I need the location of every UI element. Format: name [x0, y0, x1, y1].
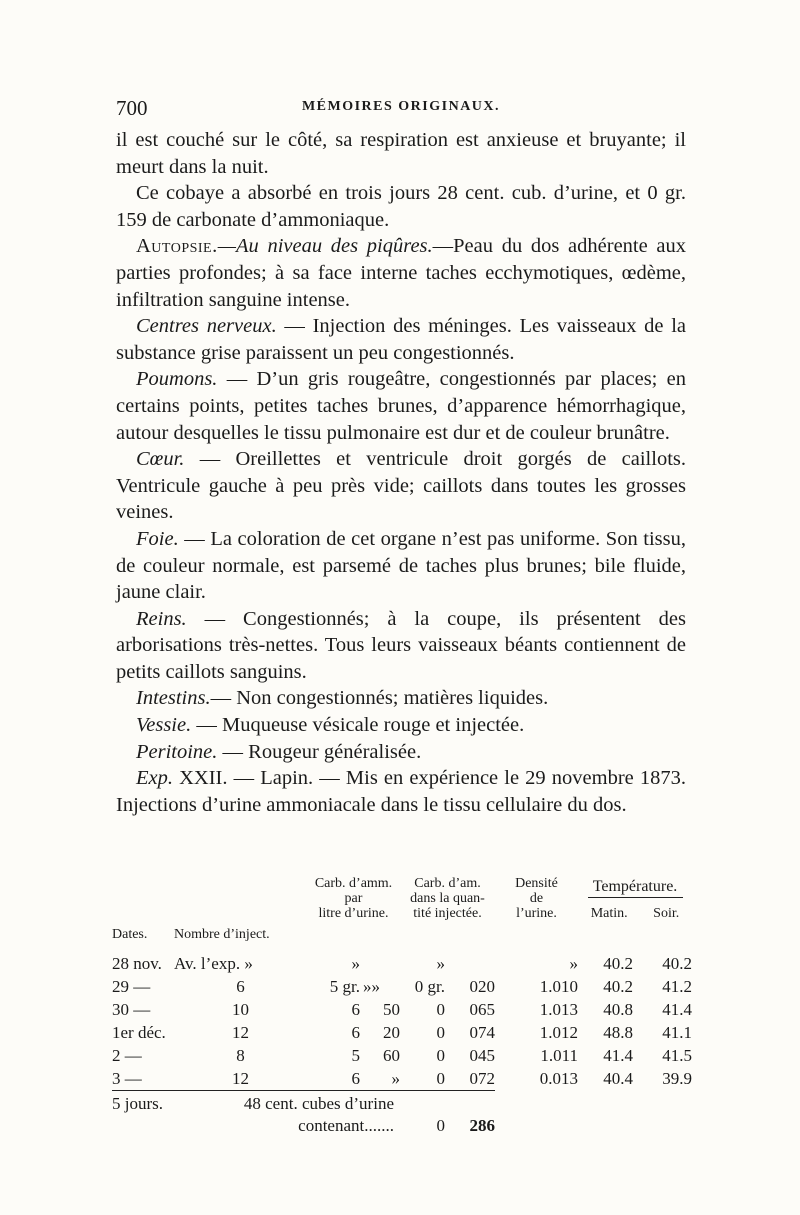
- autopsie-text: —Peau du dos adhérente aux parties profondes; à sa face interne taches ecchymotiques, œdème, infiltration sanguine intense.: [116, 235, 686, 311]
- cell-injections: 12: [232, 1068, 249, 1088]
- intestins-label: Intestins.: [136, 687, 211, 710]
- cell-carb-qty-frac: 020: [469, 976, 495, 996]
- cell-temp-soir: 41.1: [662, 1022, 692, 1042]
- cell-density: 1.011: [540, 1045, 578, 1065]
- cell-carb-litre: 6: [351, 999, 360, 1019]
- table-row: [112, 998, 692, 1021]
- cell-date: 3 —: [112, 1068, 142, 1088]
- cell-temp-matin: 40.2: [603, 976, 633, 996]
- coeur-text: — Oreillettes et ventricule droit gorgés de caillots. Ventricule gauche à peu près vide; caillots dans toutes les grosses veines.: [116, 448, 686, 524]
- cell-date: 29 —: [112, 976, 151, 996]
- cell-carb-qty: »: [436, 953, 445, 973]
- poumons-text: — D’un gris rougeâtre, congestionnés par places; en certains points, petites taches brunes, d’apparence hémorrhagique, autour desquelles le tissu pulmonaire est dur et de couleur brunâtre.: [116, 368, 686, 444]
- cell-carb-qty-frac: 074: [469, 1022, 495, 1042]
- cell-temp-soir: 41.4: [662, 999, 692, 1019]
- cell-injections: 12: [232, 1022, 249, 1042]
- experience-label: Exp.: [136, 767, 173, 790]
- table-row: [112, 975, 692, 998]
- header-density-line-3: l’urine.: [516, 906, 557, 921]
- header-carb-litre-line-1: Carb. d’amm.: [314, 876, 393, 891]
- cell-carb-qty-frac: 065: [469, 999, 495, 1019]
- paragraph-2: Ce cobaye a absorbé en trois jours 28 cent. cub. d’urine, et 0 gr. 159 de carbonate d’ammoniaque.: [116, 182, 686, 231]
- total-row: [112, 1093, 692, 1115]
- peritoine-text: — Rougeur généralisée.: [217, 740, 422, 763]
- running-head: MÉMOIRES ORIGINAUX.: [301, 99, 501, 114]
- cell-density: 1.012: [539, 1022, 578, 1042]
- cell-carb-qty: 0 gr.: [414, 976, 445, 996]
- cell-temp-matin: 48.8: [603, 1022, 633, 1042]
- header-temperature-label: Température.: [592, 878, 678, 895]
- paragraph-1: il est couché sur le côté, sa respiration est anxieuse et bruyante; il meurt dans la nuit.: [116, 129, 686, 178]
- temperature-rule: [588, 897, 683, 898]
- cell-carb-litre-frac: 60: [383, 1045, 400, 1065]
- total-qty: 0: [436, 1116, 445, 1135]
- autopsie-subheading: —Au niveau des piqûres.: [217, 235, 433, 258]
- cell-carb-litre-frac: »: [391, 1068, 400, 1088]
- cell-carb-litre-frac: 20: [383, 1022, 400, 1042]
- header-dates: Dates.: [112, 927, 148, 942]
- paragraph-vessie: [116, 712, 686, 739]
- vessie-text: — Muqueuse vésicale rouge et injectée.: [191, 714, 525, 737]
- paragraph-coeur: [116, 446, 686, 526]
- paragraph-peritoine: [116, 739, 686, 766]
- cell-carb-qty: 0: [436, 1045, 445, 1065]
- coeur-label: Cœur.: [136, 448, 185, 471]
- centres-nerveux-label: Centres nerveux.: [136, 315, 277, 338]
- header-carb-qty-line-2: dans la quan-: [410, 891, 485, 906]
- header-carb-qty: [400, 876, 495, 927]
- table-row: [112, 1044, 692, 1067]
- cell-temp-soir: 41.2: [662, 976, 692, 996]
- cell-temp-soir: 39.9: [662, 1068, 692, 1088]
- page-header: [116, 96, 686, 120]
- cell-carb-qty: 0: [436, 1068, 445, 1088]
- cell-density: 1.013: [539, 999, 578, 1019]
- header-injections: Nombre d’inject.: [174, 927, 270, 942]
- foie-label: Foie.: [136, 527, 179, 550]
- header-carb-litre: [307, 876, 400, 927]
- total-qty-frac: 286: [469, 1116, 495, 1135]
- header-row-2: [112, 927, 692, 952]
- header-matin: Matin.: [590, 906, 628, 921]
- cell-injections: 6: [236, 976, 245, 996]
- cell-date: 30 —: [112, 999, 151, 1019]
- table-row: [112, 1021, 692, 1044]
- cell-injections: 8: [236, 1045, 245, 1065]
- data-table: [112, 876, 692, 1137]
- autopsie-label: Autopsie.: [136, 235, 218, 258]
- header-carb-litre-line-2: par: [344, 891, 363, 906]
- body-text: [116, 127, 686, 818]
- header-temperature: [578, 876, 692, 927]
- paragraph-autopsie: [116, 233, 686, 313]
- paragraph-foie: [116, 526, 686, 606]
- experiment-table: [112, 876, 692, 1137]
- total-containing: contenant.......: [298, 1116, 394, 1135]
- cell-density: 0.013: [539, 1068, 578, 1088]
- cell-injections: Av. l’exp. »: [174, 953, 253, 973]
- header-density-line-2: de: [529, 891, 544, 906]
- cell-density: »: [569, 953, 578, 973]
- cell-carb-litre-frac: »»: [363, 976, 380, 996]
- cell-temp-matin: 40.8: [603, 999, 633, 1019]
- cell-density: 1.010: [539, 976, 578, 996]
- paragraph-intestins: [116, 685, 686, 712]
- cell-date: 28 nov.: [112, 953, 162, 973]
- paragraph-centres-nerveux: [116, 313, 686, 366]
- cell-carb-litre: 5: [351, 1045, 360, 1065]
- cell-temp-soir: 41.5: [662, 1045, 692, 1065]
- cell-date: 2 —: [112, 1045, 142, 1065]
- reins-label: Reins.: [136, 607, 187, 630]
- table-row: [112, 952, 692, 975]
- header-carb-qty-line-1: Carb. d’am.: [414, 876, 481, 891]
- intestins-text: — Non congestionnés; matières liquides.: [210, 687, 549, 710]
- header-temp-subcols: [578, 906, 692, 921]
- total-containing-row: [112, 1115, 692, 1137]
- cell-temp-matin: 40.2: [603, 953, 633, 973]
- total-days: 5 jours.: [112, 1094, 163, 1113]
- table-body: [112, 952, 692, 1137]
- cell-carb-qty: 0: [436, 1022, 445, 1042]
- header-soir: Soir.: [653, 906, 680, 921]
- cell-carb-litre-frac: [360, 952, 400, 975]
- centres-nerveux-text: — Injection des méninges. Les vaisseaux de la substance grise paraissent un peu congestionnés.: [116, 315, 686, 364]
- cell-carb-qty: 0: [436, 999, 445, 1019]
- cell-carb-litre: 6: [351, 1022, 360, 1042]
- cell-carb-litre: »: [351, 953, 360, 973]
- cell-carb-litre: 5 gr.: [329, 976, 360, 996]
- cell-injections: 10: [232, 999, 249, 1019]
- cell-carb-litre-frac: 50: [383, 999, 400, 1019]
- poumons-label: Poumons.: [136, 368, 218, 391]
- cell-temp-soir: 40.2: [662, 953, 692, 973]
- vessie-label: Vessie.: [136, 714, 192, 737]
- header-density: [495, 876, 578, 927]
- cell-carb-qty-frac: [445, 952, 495, 975]
- page-number: 700: [116, 96, 148, 120]
- header-row-1: [112, 876, 692, 927]
- peritoine-label: Peritoine.: [136, 740, 218, 763]
- cell-date: 1er déc.: [112, 1022, 166, 1042]
- cell-carb-qty-frac: 045: [469, 1045, 495, 1065]
- cell-carb-qty-frac: 072: [469, 1068, 495, 1088]
- reins-text: — Congestionnés; à la coupe, ils présentent des arborisations très-nettes. Tous leurs vaisseaux béants contiennent de petits caillots sanguins.: [116, 607, 686, 683]
- experience-text: XXII. — Lapin. — Mis en expérience le 29 novembre 1873. Injections d’urine ammoniacale dans le tissu cellulaire du dos.: [116, 767, 686, 816]
- cell-temp-matin: 40.4: [603, 1068, 633, 1088]
- cell-temp-matin: 41.4: [603, 1045, 633, 1065]
- header-density-line-1: Densité: [515, 876, 558, 891]
- foie-text: — La coloration de cet organe n’est pas uniforme. Son tissu, de couleur normale, est parsemé de taches plus brunes; bile fluide, jaune clair.: [116, 527, 686, 604]
- paragraph-experience: [116, 765, 686, 818]
- paragraph-reins: [116, 606, 686, 686]
- table-row: [112, 1067, 692, 1091]
- header-carb-qty-line-3: tité injectée.: [413, 906, 482, 921]
- header-carb-litre-line-3: litre d’urine.: [318, 906, 389, 921]
- total-urine: 48 cent. cubes d’urine: [243, 1094, 394, 1113]
- cell-carb-litre: 6: [351, 1068, 360, 1088]
- paragraph-poumons: [116, 366, 686, 446]
